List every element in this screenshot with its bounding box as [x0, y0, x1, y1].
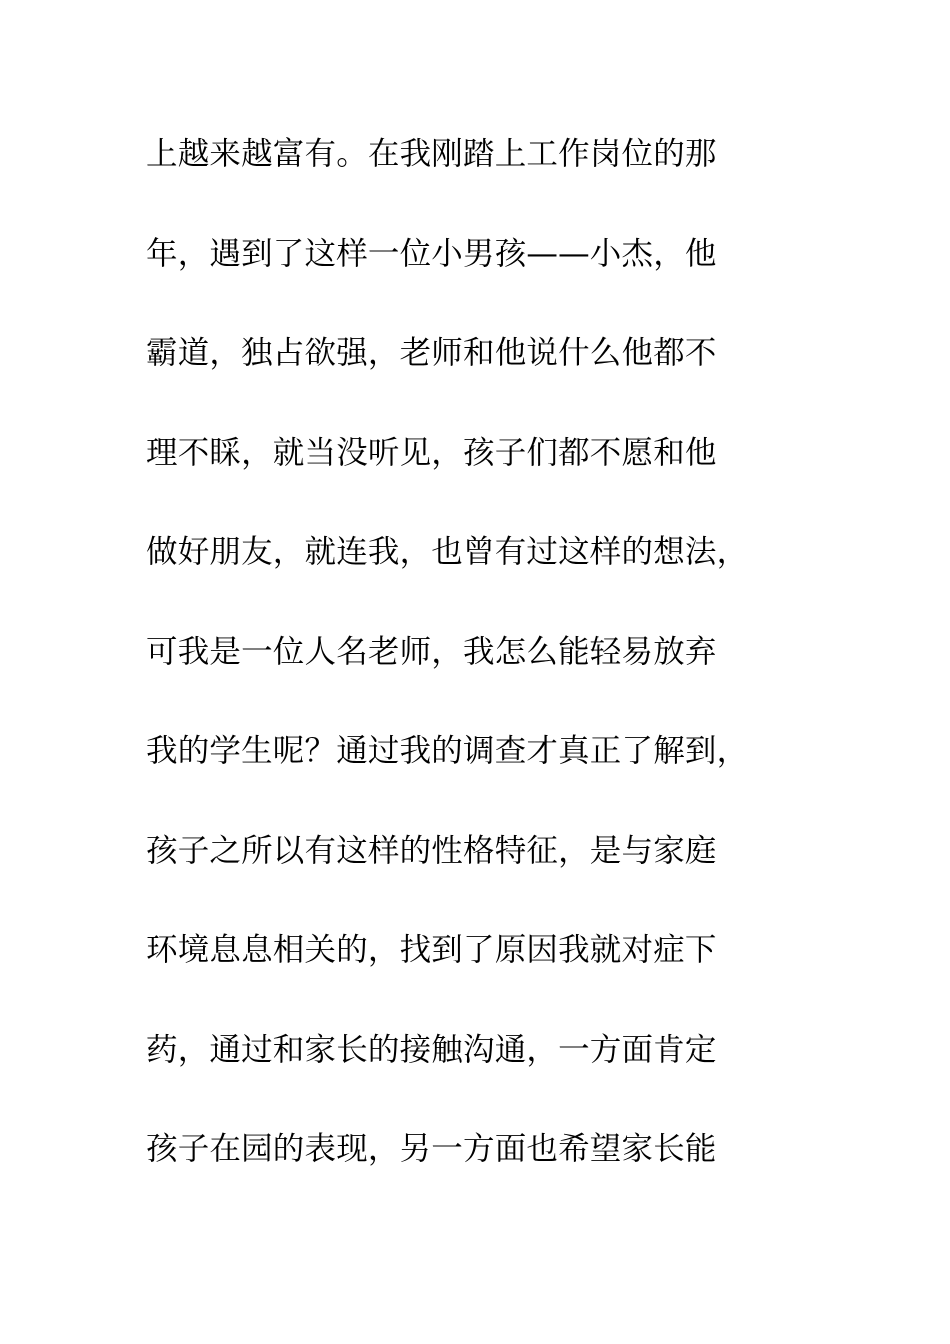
- text-line-3: 霸道，独占欲强，老师和他说什么他都不: [146, 335, 717, 371]
- text-line-2: 年，遇到了这样一位小男孩——小杰，他: [146, 235, 717, 272]
- text-line-6: 可我是一位人名老师，我怎么能轻易放弃: [146, 633, 717, 670]
- text-line-8: 孩子之所以有这样的性格特征，是与家庭: [146, 832, 717, 869]
- text-line-5: 做好朋友，就连我，也曾有过这样的想法，: [146, 534, 749, 570]
- text-line-4: 理不睬，就当没听见，孩子们都不愿和他: [146, 434, 717, 471]
- text-line-9: 环境息息相关的，找到了原因我就对症下: [146, 932, 717, 968]
- text-line-10: 药，通过和家长的接触沟通，一方面肯定: [146, 1031, 717, 1068]
- text-line-7: 我的学生呢？通过我的调查才真正了解到，: [146, 733, 749, 769]
- text-line-1: 上越来越富有。在我刚踏上工作岗位的那: [146, 136, 717, 172]
- body-text: [146, 126, 806, 1221]
- text-line-11: 孩子在园的表现，另一方面也希望家长能: [146, 1131, 717, 1167]
